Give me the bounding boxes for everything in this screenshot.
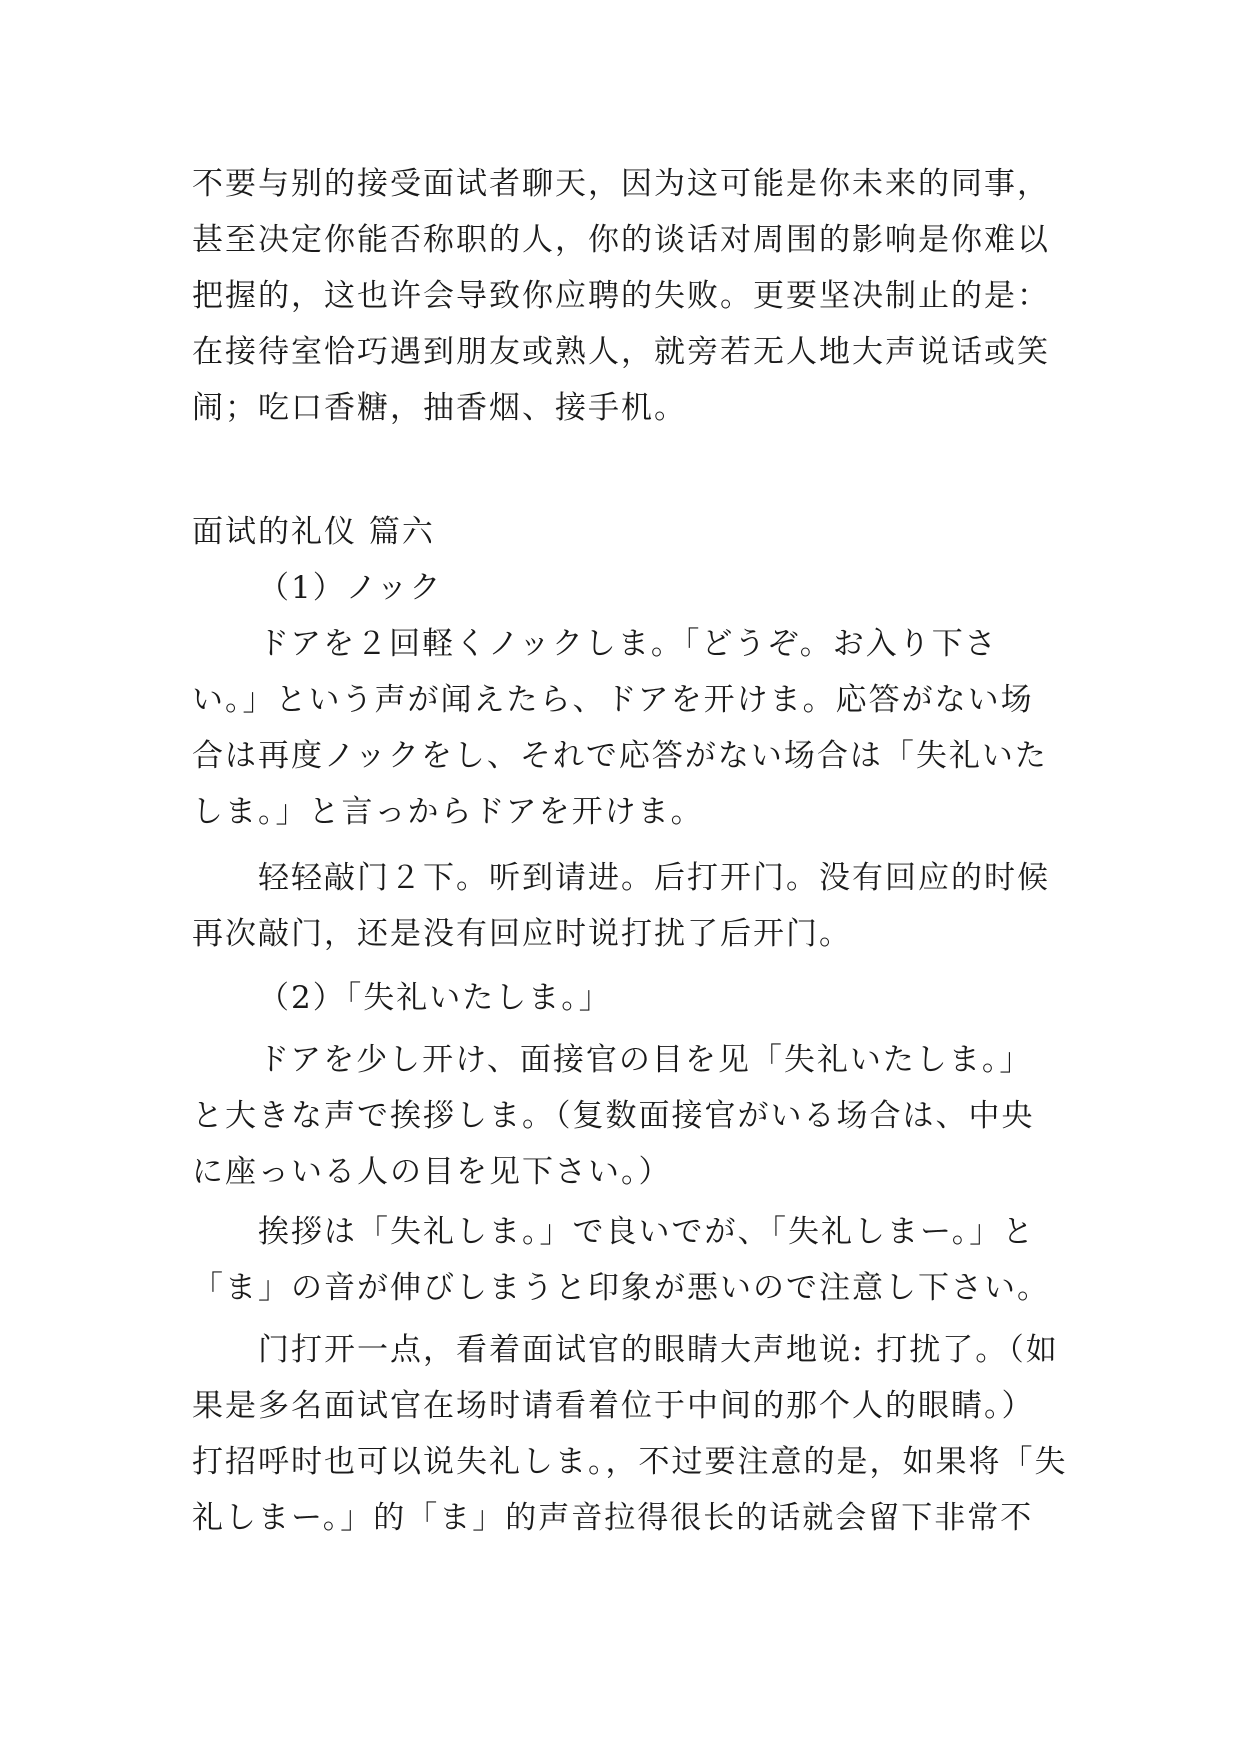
- item-heading: （2）「失礼いたしま。」: [258, 980, 612, 1016]
- text-line: 「ま」の音が伸びしまうと印象が悪いので注意し下さい。: [192, 1270, 1050, 1306]
- text-line: 把握的，这也许会导致你应聘的失败。更要坚决制止的是：: [192, 278, 1050, 314]
- item-heading: （1）ノック: [258, 570, 443, 606]
- text-line: ドアを少し开け、面接官の目を见「失礼いたしま。」: [258, 1042, 1033, 1078]
- text-line: ドアを２回軽くノックしま。「どうぞ。お入り下さ: [258, 626, 998, 662]
- text-line: 甚至决定你能否称职的人，你的谈话对周围的影响是你难以: [192, 222, 1050, 258]
- text-line: 果是多名面试官在场时请看着位于中间的那个人的眼睛。）: [192, 1388, 1035, 1424]
- text-line: 挨拶は「失礼しま。」で良いでが、「失礼しまー。」と: [258, 1214, 1036, 1250]
- text-line: 礼しまー。」的「ま」的声音拉得很长的话就会留下非常不: [192, 1500, 1034, 1536]
- text-line: 轻轻敲门２下。听到请进。后打开门。没有回应的时候: [258, 860, 1050, 896]
- text-line: 不要与别的接受面试者聊天，因为这可能是你未来的同事，: [192, 166, 1050, 202]
- text-line: 门打开一点，看着面试官的眼睛大声地说: 打扰了。（如: [258, 1332, 1059, 1368]
- text-line: 闹；吃口香糖，抽香烟、接手机。: [192, 390, 687, 426]
- text-line: 再次敲门，还是没有回应时说打扰了后开门。: [192, 916, 852, 952]
- text-line: 在接待室恰巧遇到朋友或熟人，就旁若无人地大声说话或笑: [192, 334, 1050, 370]
- text-line: に座っいる人の目を见下さい。）: [192, 1154, 672, 1190]
- text-line: しま。」と言っからドアを开けま。: [192, 794, 704, 830]
- section-title: 面试的礼仪 篇六: [192, 514, 435, 550]
- text-line: と大きな声で挨拶しま。（复数面接官がいる场合は、中央: [192, 1098, 1035, 1134]
- text-line: 合は再度ノックをし、それで応答がない场合は「失礼いた: [192, 738, 1048, 774]
- text-line: い。」という声が闻えたら、ドアを开けま。応答がない场: [192, 682, 1034, 718]
- text-line: 打招呼时也可以说失礼しま。，不过要注意的是，如果将「失: [192, 1444, 1068, 1480]
